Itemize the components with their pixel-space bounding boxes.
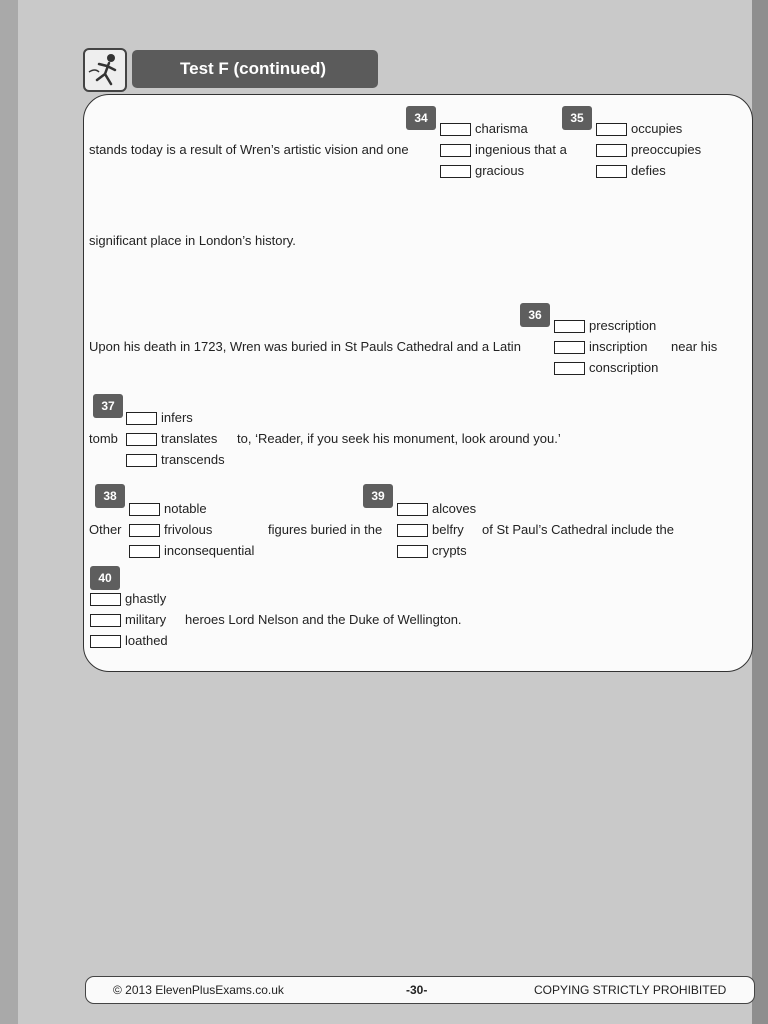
question-panel: [83, 94, 753, 672]
logo-icon: [83, 48, 127, 92]
question-number-39: 39: [363, 484, 393, 508]
passage-line-5-start: Other: [89, 522, 122, 537]
passage-line-4: to, ‘Reader, if you seek his monument, look around you.’: [237, 431, 561, 446]
answer-box-38-c[interactable]: [129, 545, 160, 558]
passage-line-2: significant place in London’s history.: [89, 233, 296, 248]
option-35-b: preoccupies: [631, 142, 702, 157]
passage-line-3-end: near his: [671, 339, 718, 354]
question-number-34: 34: [406, 106, 436, 130]
passage-line-1: stands today is a result of Wren’s artistic vision and one: [89, 142, 409, 157]
answer-box-40-b[interactable]: [90, 614, 121, 627]
option-40-a: ghastly: [125, 591, 167, 606]
answer-box-38-b[interactable]: [129, 524, 160, 537]
answer-box-40-c[interactable]: [90, 635, 121, 648]
option-35-c: defies: [631, 163, 666, 178]
question-number-37: 37: [93, 394, 123, 418]
answer-box-36-c[interactable]: [554, 362, 585, 375]
option-37-c: transcends: [161, 452, 225, 467]
question-number-35: 35: [562, 106, 592, 130]
option-36-a: prescription: [589, 318, 657, 333]
option-36-b: inscription: [589, 339, 648, 354]
answer-box-34-c[interactable]: [440, 165, 471, 178]
option-34-c: gracious: [475, 163, 525, 178]
page-edge: [752, 0, 768, 1024]
option-37-a: infers: [161, 410, 193, 425]
question-number-36: 36: [520, 303, 550, 327]
answer-box-34-a[interactable]: [440, 123, 471, 136]
option-40-c: loathed: [125, 633, 168, 648]
answer-box-39-c[interactable]: [397, 545, 428, 558]
answer-box-37-a[interactable]: [126, 412, 157, 425]
passage-line-3: Upon his death in 1723, Wren was buried in St Pauls Cathedral and a Latin: [89, 339, 521, 354]
question-number-38: 38: [95, 484, 125, 508]
option-36-c: conscription: [589, 360, 659, 375]
page-footer: [85, 976, 755, 1004]
answer-box-34-b[interactable]: [440, 144, 471, 157]
answer-box-35-b[interactable]: [596, 144, 627, 157]
answer-box-36-a[interactable]: [554, 320, 585, 333]
option-38-b: frivolous: [164, 522, 213, 537]
page-number: -30-: [406, 983, 428, 997]
answer-box-39-b[interactable]: [397, 524, 428, 537]
option-38-c: inconsequential: [164, 543, 255, 558]
option-35-a: occupies: [631, 121, 683, 136]
passage-line-6: heroes Lord Nelson and the Duke of Wellington.: [185, 612, 462, 627]
copyright-text: © 2013 ElevenPlusExams.co.uk: [113, 983, 284, 997]
page-title: Test F (continued): [132, 50, 378, 88]
question-number-40: 40: [90, 566, 120, 590]
answer-box-35-c[interactable]: [596, 165, 627, 178]
option-34-a: charisma: [475, 121, 528, 136]
passage-line-5-middle: figures buried in the: [268, 522, 383, 537]
passage-line-4-start: tomb: [89, 431, 118, 446]
passage-line-5-end: of St Paul’s Cathedral include the: [482, 522, 674, 537]
answer-box-40-a[interactable]: [90, 593, 121, 606]
option-39-c: crypts: [432, 543, 467, 558]
answer-box-38-a[interactable]: [129, 503, 160, 516]
option-37-b: translates: [161, 431, 218, 446]
copying-notice: COPYING STRICTLY PROHIBITED: [534, 983, 727, 997]
answer-box-36-b[interactable]: [554, 341, 585, 354]
answer-box-37-b[interactable]: [126, 433, 157, 446]
option-39-a: alcoves: [432, 501, 477, 516]
option-39-b: belfry: [432, 522, 464, 537]
option-40-b: military: [125, 612, 167, 627]
answer-box-37-c[interactable]: [126, 454, 157, 467]
option-38-a: notable: [164, 501, 207, 516]
answer-box-39-a[interactable]: [397, 503, 428, 516]
option-34-b: ingenious that a: [475, 142, 567, 157]
answer-box-35-a[interactable]: [596, 123, 627, 136]
